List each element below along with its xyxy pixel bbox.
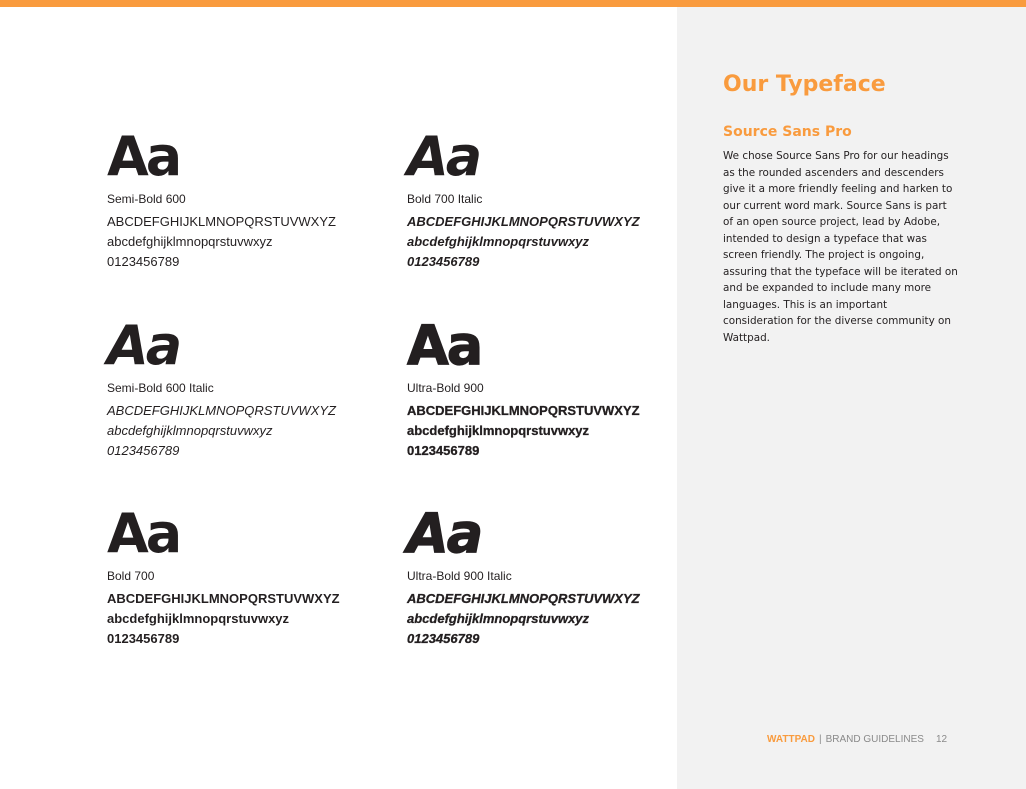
specimen-uppercase: ABCDEFGHIJKLMNOPQRSTUVWXYZ (407, 403, 640, 418)
specimen-lowercase: abcdefghijklmnopqrstuvwxyz (407, 423, 590, 438)
specimen-label: Semi-Bold 600 Italic (107, 381, 214, 395)
specimen-semibold-600 (107, 125, 367, 272)
specimen-glyph: Aa (407, 314, 482, 377)
specimen-bold-700 (107, 502, 367, 649)
specimen-label: Semi-Bold 600 (107, 192, 186, 206)
specimen-lowercase: abcdefghijklmnopqrstuvwxyz (107, 234, 273, 249)
specimen-label: Ultra-Bold 900 (407, 381, 484, 395)
specimen-label: Bold 700 Italic (407, 192, 483, 206)
specimen-lowercase: abcdefghijklmnopqrstuvwxyz (407, 234, 590, 249)
specimen-glyph: Aa (407, 502, 482, 565)
specimen-uppercase: ABCDEFGHIJKLMNOPQRSTUVWXYZ (407, 214, 640, 229)
specimen-uppercase: ABCDEFGHIJKLMNOPQRSTUVWXYZ (107, 214, 336, 229)
specimen-digits: 0123456789 (407, 443, 480, 458)
specimen-lowercase: abcdefghijklmnopqrstuvwxyz (407, 611, 590, 626)
footer-doc-title: BRAND GUIDELINES (825, 734, 924, 745)
specimen-uppercase: ABCDEFGHIJKLMNOPQRSTUVWXYZ (107, 591, 340, 606)
specimen-digits: 0123456789 (107, 631, 180, 646)
top-accent-bar (0, 0, 1026, 7)
specimen-lowercase: abcdefghijklmnopqrstuvwxyz (107, 611, 290, 626)
specimen-ultrabold-900-italic (407, 502, 667, 649)
specimen-glyph: Aa (107, 125, 180, 188)
footer-brand: WATTPAD (767, 734, 815, 745)
specimen-label: Ultra-Bold 900 Italic (407, 569, 512, 583)
specimen-uppercase: ABCDEFGHIJKLMNOPQRSTUVWXYZ (407, 591, 640, 606)
specimen-glyph: Aa (107, 314, 180, 377)
specimen-lowercase: abcdefghijklmnopqrstuvwxyz (107, 423, 273, 438)
specimen-digits: 0123456789 (107, 443, 180, 458)
specimen-digits: 0123456789 (407, 254, 480, 269)
specimen-uppercase: ABCDEFGHIJKLMNOPQRSTUVWXYZ (107, 403, 336, 418)
specimen-glyph: Aa (407, 125, 480, 188)
specimen-glyph: Aa (107, 502, 180, 565)
footer-separator: | (818, 734, 822, 745)
specimen-ultrabold-900 (407, 314, 667, 461)
specimen-semibold-600-italic (107, 314, 367, 461)
page-title: Our Typeface (723, 72, 886, 97)
page-number: 12 (935, 734, 948, 745)
specimen-digits: 0123456789 (407, 631, 480, 646)
typeface-name: Source Sans Pro (723, 124, 852, 140)
specimen-label: Bold 700 (107, 569, 155, 583)
specimen-bold-700-italic (407, 125, 667, 272)
typeface-description: We chose Source Sans Pro for our headings as the rounded ascenders and descenders give it a more friendly feeling and harken to our current word mark. Source Sans is part of an open source project, lead by Adobe, intended to design a typeface that was screen friendly. The project is ongoing, assuring that the typeface will be iterated on and be expanded to include many more languages. This is an important consideration for the diverse community on Wattpad. (723, 150, 958, 344)
specimen-digits: 0123456789 (107, 254, 180, 269)
page-footer (767, 733, 947, 747)
